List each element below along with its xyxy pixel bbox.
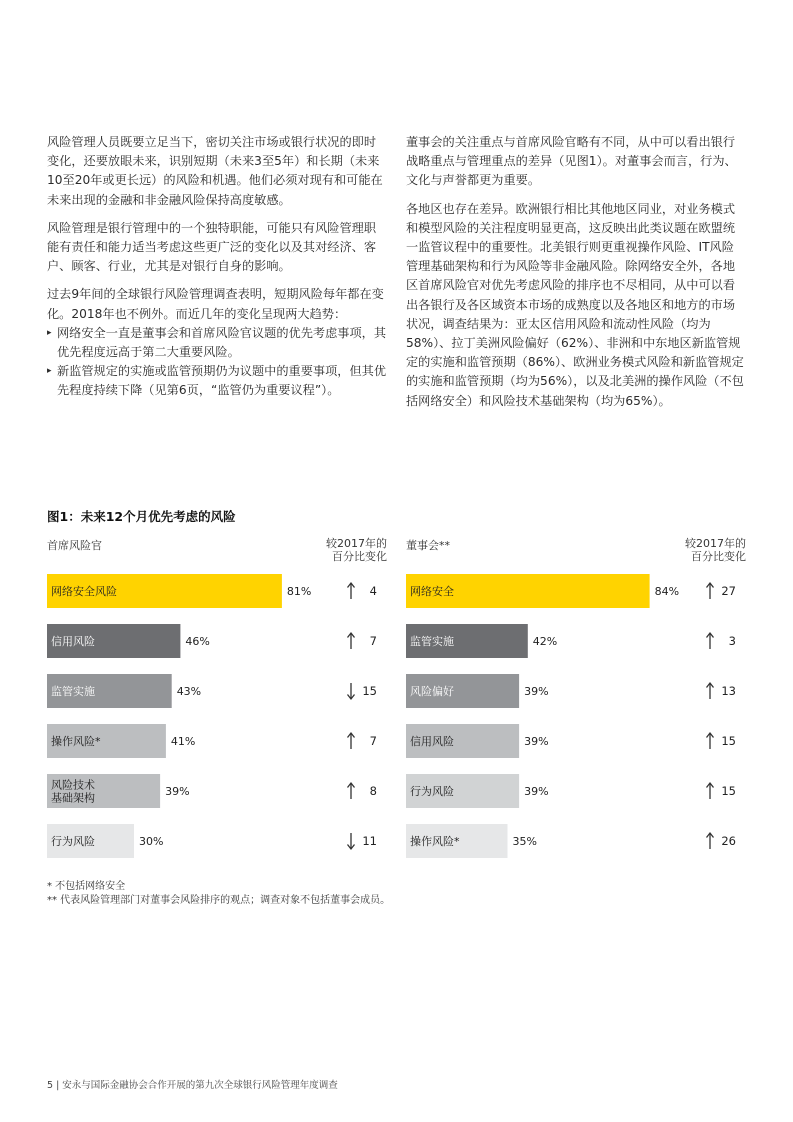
- change-value-label: 7: [369, 634, 377, 648]
- arrow-up-icon: [348, 783, 355, 799]
- bullet-icon: ▸: [47, 327, 52, 338]
- change-value-label: 13: [721, 684, 736, 698]
- bar-category-label: 操作风险*: [51, 735, 101, 748]
- change-value-label: 26: [721, 834, 736, 848]
- bar-value-label: 30%: [139, 835, 164, 848]
- bullet-item: [47, 324, 387, 362]
- chart-header: 董事会**: [406, 539, 450, 552]
- arrow-up-icon: [348, 633, 355, 649]
- arrow-down-icon: [348, 683, 355, 699]
- bar-category-label: 信用风险: [410, 735, 454, 748]
- paragraph: 风险管理人员既要立足当下，密切关注市场或银行状况的即时变化，还要放眼未来，识别短期（未来3至5年）和长期（未来10至20年或更长远）的风险和机遇。他们必须对现有和可能在未来出现的金融和非金融风险保持高度敏感。: [47, 135, 383, 207]
- change-header-line2: 百分比变化: [691, 550, 746, 563]
- chart-board: [406, 537, 746, 867]
- bar-value-label: 81%: [286, 585, 312, 598]
- change-value-label: 11: [362, 834, 377, 848]
- paragraph: 风险管理是银行管理中的一个独特职能，可能只有风险管理职能有责任和能力适当考虑这些更广泛的变化以及其对经济、客户、顾客、行业，尤其是对银行自身的影响。: [47, 220, 377, 274]
- left-text-column: [47, 133, 387, 401]
- figure-title: 图1：未来12个月优先考虑的风险: [47, 509, 236, 524]
- arrow-up-icon: [707, 633, 714, 649]
- footnote-1: * 不包括网络安全: [47, 881, 126, 892]
- change-header-line2: 百分比变化: [332, 550, 387, 563]
- bar-value-label: 39%: [524, 685, 549, 698]
- footnote-2: ** 代表风险管理部门对董事会风险排序的观点；调查对象不包括董事会成员。: [47, 895, 391, 906]
- bullet-text: 网络安全一直是董事会和首席风险官议题的优先考虑事项，其优先程度远高于第二大重要风险。: [57, 325, 387, 360]
- change-value-label: 4: [369, 584, 377, 598]
- bar-value-label: 39%: [165, 785, 190, 798]
- change-value-label: 3: [728, 634, 736, 648]
- bar-value-label: 43%: [176, 685, 202, 698]
- right-text-column: [406, 133, 746, 420]
- bar-category-label: 操作风险*: [410, 835, 460, 848]
- bar-category-label: 监管实施: [410, 635, 454, 648]
- bar-category-label: 信用风险: [51, 635, 95, 648]
- chart-svg-board: [406, 537, 746, 867]
- bar-category-label: 风险偏好: [410, 685, 454, 698]
- chart-cro: [47, 537, 387, 867]
- paragraph: 过去9年间的全球银行风险管理调查表明，短期风险每年都在变化。2018年也不例外。而近几年的变化呈现两大趋势：: [47, 287, 384, 321]
- bar-value-label: 39%: [524, 785, 549, 798]
- bullet-icon: ▸: [47, 366, 52, 377]
- change-header-line1: 较2017年的: [685, 537, 746, 550]
- change-value-label: 15: [721, 734, 736, 748]
- change-value-label: 27: [721, 584, 736, 598]
- page-footer: 5 | 安永与国际金融协会合作开展的第九次全球银行风险管理年度调查: [47, 1080, 338, 1091]
- chart-svg-cro: [47, 537, 387, 867]
- paragraph: 董事会的关注重点与首席风险官略有不同，从中可以看出银行战略重点与管理重点的差异（见图1）。对董事会而言，行为、文化与声誉都更为重要。: [406, 135, 737, 188]
- bullet-item: [47, 362, 387, 400]
- bar-category-label: 风险技术: [51, 778, 95, 792]
- change-header-line1: 较2017年的: [326, 537, 387, 550]
- bar-category-label: 基础架构: [51, 791, 95, 805]
- bar-category-label: 监管实施: [51, 685, 95, 698]
- arrow-up-icon: [707, 783, 714, 799]
- arrow-up-icon: [707, 683, 714, 699]
- bar-category-label: 行为风险: [410, 785, 454, 798]
- paragraph: 各地区也存在差异。欧洲银行相比其他地区同业，对业务模式和模型风险的关注程度明显更高，这反映出此类议题在欧盟统一监管议程中的重要性。北美银行则更重视操作风险、IT风险管理基础架构和行为风险等非金融风险。除网络安全外，各地区首席风险官对优先考虑风险的排序也不尽相同，从中可以看出各银行及各区域资本市场的成熟度以及各地区和地方的市场状况，调查结果为：亚太区信用风险和流动性风险（均为58%）、拉丁美洲风险偏好（62%）、非洲和中东地区新监管规定的实施和监管预期（86%）、欧洲业务模式风险和新监管规定的实施和监管预期（均为56%），以及北美洲的操作风险（不包括网络安全）和风险技术基础架构（均为65%）。: [406, 201, 744, 408]
- arrow-up-icon: [707, 833, 714, 849]
- chart-header: 首席风险官: [47, 539, 102, 552]
- change-value-label: 7: [369, 734, 377, 748]
- bar-value-label: 42%: [532, 635, 558, 648]
- bar-value-label: 39%: [524, 735, 549, 748]
- change-value-label: 15: [721, 784, 736, 798]
- bullet-text: 新监管规定的实施或监管预期仍为议题中的重要事项，但其优先程度持续下降（见第6页，“监管仍为重要议程”）。: [57, 364, 387, 398]
- arrow-up-icon: [348, 733, 355, 749]
- change-value-label: 8: [369, 784, 377, 798]
- bar-category-label: 行为风险: [51, 835, 95, 848]
- bar-value-label: 41%: [170, 735, 196, 748]
- bar-category-label: 网络安全风险: [51, 585, 117, 598]
- arrow-up-icon: [707, 583, 714, 599]
- arrow-up-icon: [348, 583, 355, 599]
- bar-value-label: 35%: [512, 835, 537, 848]
- bar-category-label: 网络安全: [410, 585, 454, 598]
- bar-value-label: 84%: [654, 585, 680, 598]
- arrow-down-icon: [348, 833, 355, 849]
- bar-value-label: 46%: [185, 635, 210, 648]
- arrow-up-icon: [707, 733, 714, 749]
- change-value-label: 15: [362, 684, 377, 698]
